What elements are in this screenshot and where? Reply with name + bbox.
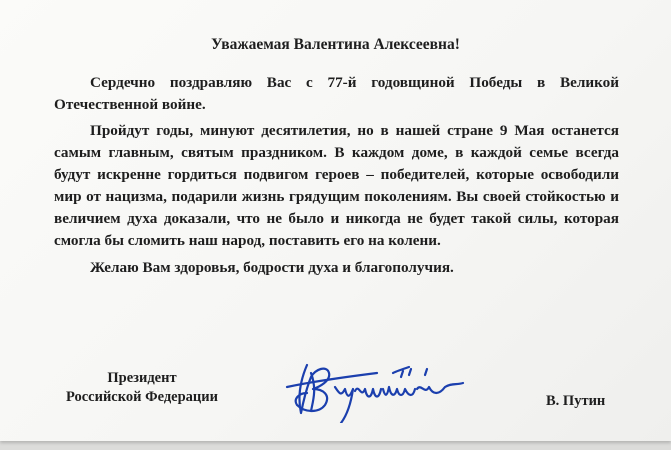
letter-body <box>54 72 619 284</box>
signatory-name: В. Путин <box>546 393 606 409</box>
paragraph-wishes: Желаю Вам здоровья, бодрости духа и благополучия. <box>90 259 454 276</box>
salutation: Уважаемая Валентина Алексеевна! <box>211 36 460 53</box>
signatory-title <box>52 369 232 407</box>
handwritten-signature <box>285 353 470 423</box>
signatory-title-line1: Президент <box>107 370 177 386</box>
signatory-title-line2: Российской Федерации <box>65 389 218 405</box>
paragraph-greeting: Сердечно поздравляю Вас с 77-й годовщиной Победы в Великой Отечественной войне. <box>54 74 619 113</box>
paragraph-main: Пройдут годы, минуют десятилетия, но в нашей стране 9 Мая останется самым главным, святым праздником. В каждом доме, в каждой семье всегда будут искренне гордиться подвигом героев – победителей, которые освободили мир от нацизма, подарили жизнь грядущим поколениям. Вы своей стойкостью и величием духа доказали, что не было и никогда не будет такой силы, которая смогла бы сломить наш народ, поставить его на колени. <box>54 122 619 249</box>
